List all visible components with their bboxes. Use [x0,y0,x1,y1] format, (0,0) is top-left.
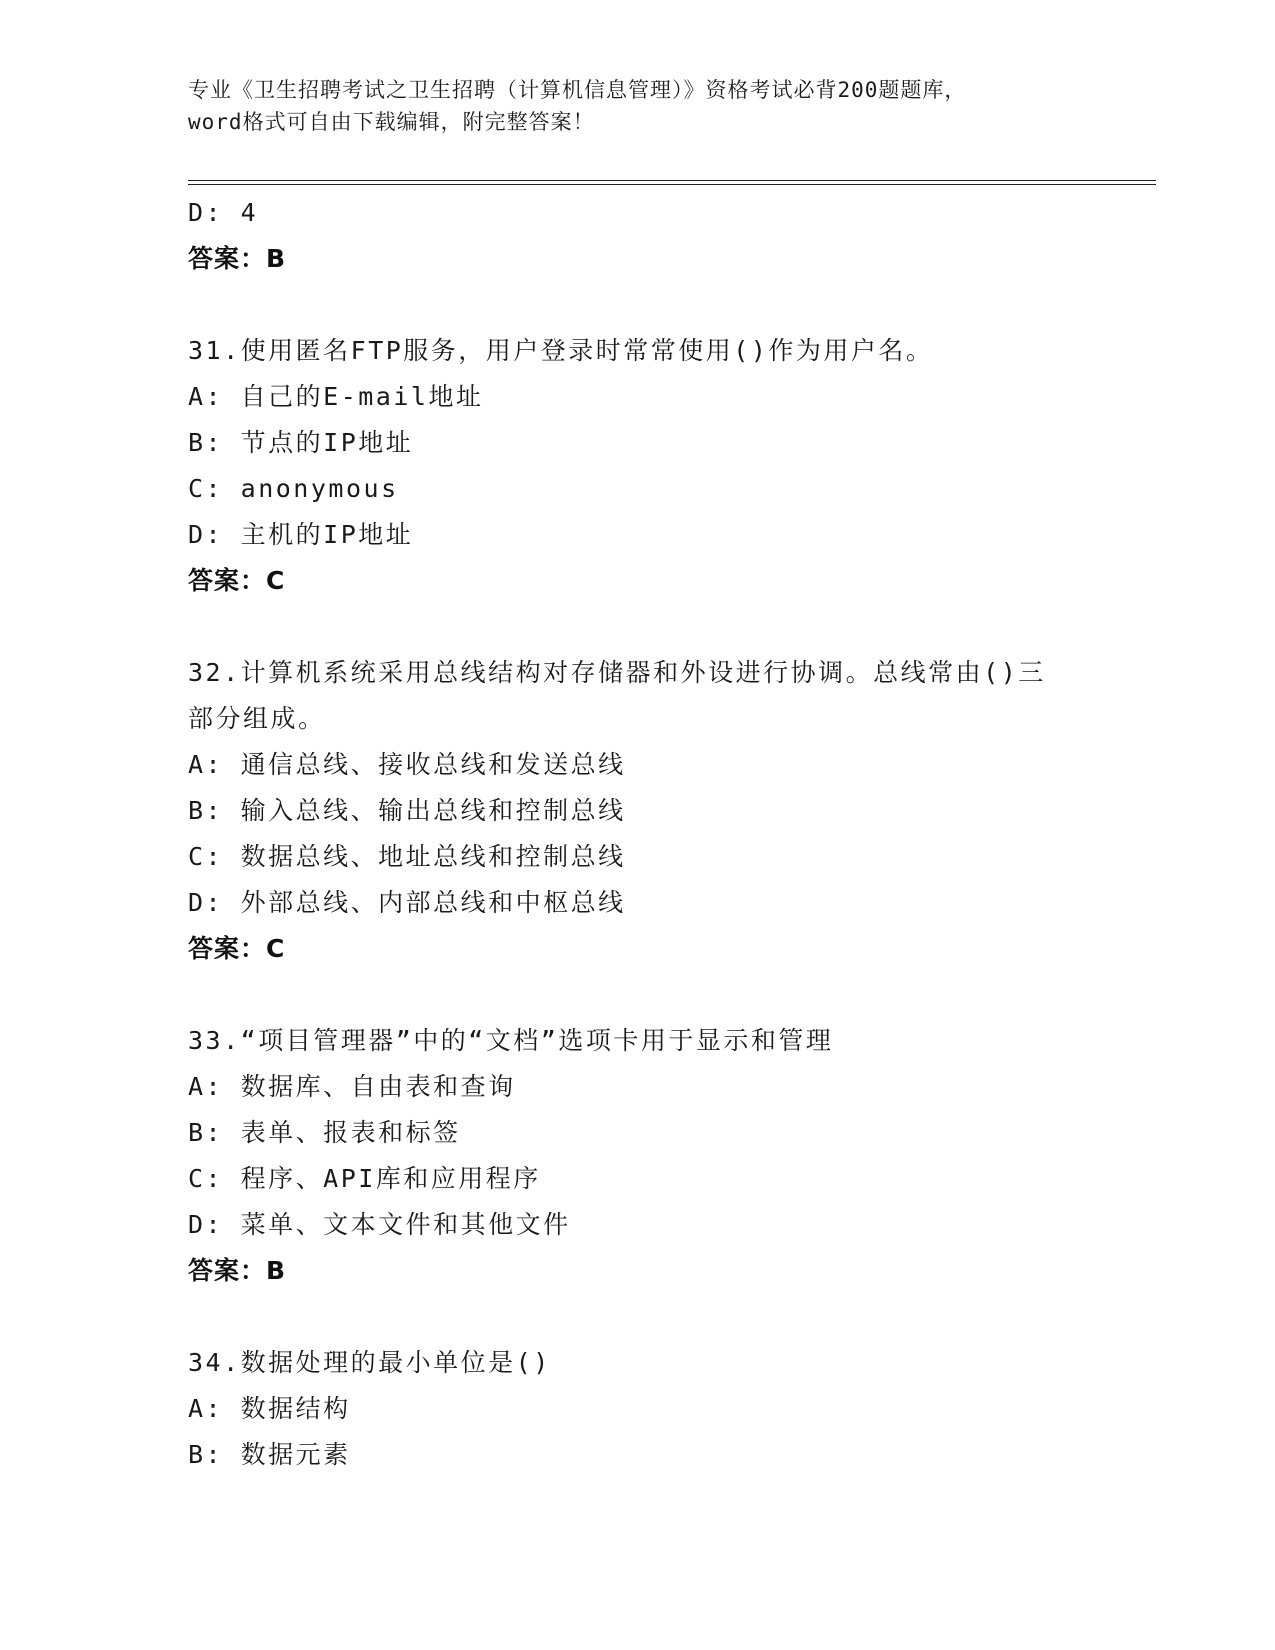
option-b: B: 表单、报表和标签 [188,1118,461,1147]
question-33: 33.“项目管理器”中的“文档”选项卡用于显示和管理 [188,1026,834,1055]
header-line-1: 专业《卫生招聘考试之卫生招聘（计算机信息管理）》资格考试必背200题题库， [188,78,967,102]
answer-line: 答案：C [188,566,286,595]
option-a: A: 自己的E-mail地址 [188,382,484,411]
option-b: B: 数据元素 [188,1440,351,1469]
option-a: A: 通信总线、接收总线和发送总线 [188,750,626,779]
option-b: B: 节点的IP地址 [188,428,414,457]
option-c: C: anonymous [188,474,399,503]
spacer [188,972,1088,1018]
option-a: A: 数据结构 [188,1394,351,1423]
spacer [188,282,1088,328]
header-divider-top [188,180,1156,181]
spacer [188,604,1088,650]
option-b: B: 输入总线、输出总线和控制总线 [188,796,626,825]
option-c: C: 数据总线、地址总线和控制总线 [188,842,626,871]
option-d: D: 4 [188,198,259,227]
answer-line: 答案：C [188,934,286,963]
answer-line: 答案：B [188,1256,287,1285]
spacer [188,1294,1088,1340]
question-34: 34.数据处理的最小单位是() [188,1348,551,1377]
option-a: A: 数据库、自由表和查询 [188,1072,516,1101]
question-31: 31.使用匿名FTP服务，用户登录时常常使用()作为用户名。 [188,336,934,365]
option-d: D: 菜单、文本文件和其他文件 [188,1210,571,1239]
document-header [188,74,1088,138]
question-list [188,190,1088,1478]
option-c: C: 程序、API库和应用程序 [188,1164,541,1193]
option-d: D: 主机的IP地址 [188,520,414,549]
header-divider-bottom [188,184,1156,185]
header-line-2: word格式可自由下载编辑，附完整答案！ [188,110,595,134]
question-32: 32.计算机系统采用总线结构对存储器和外设进行协调。总线常由()三部分组成。 [188,658,1046,733]
answer-line: 答案：B [188,244,287,273]
option-d: D: 外部总线、内部总线和中枢总线 [188,888,626,917]
